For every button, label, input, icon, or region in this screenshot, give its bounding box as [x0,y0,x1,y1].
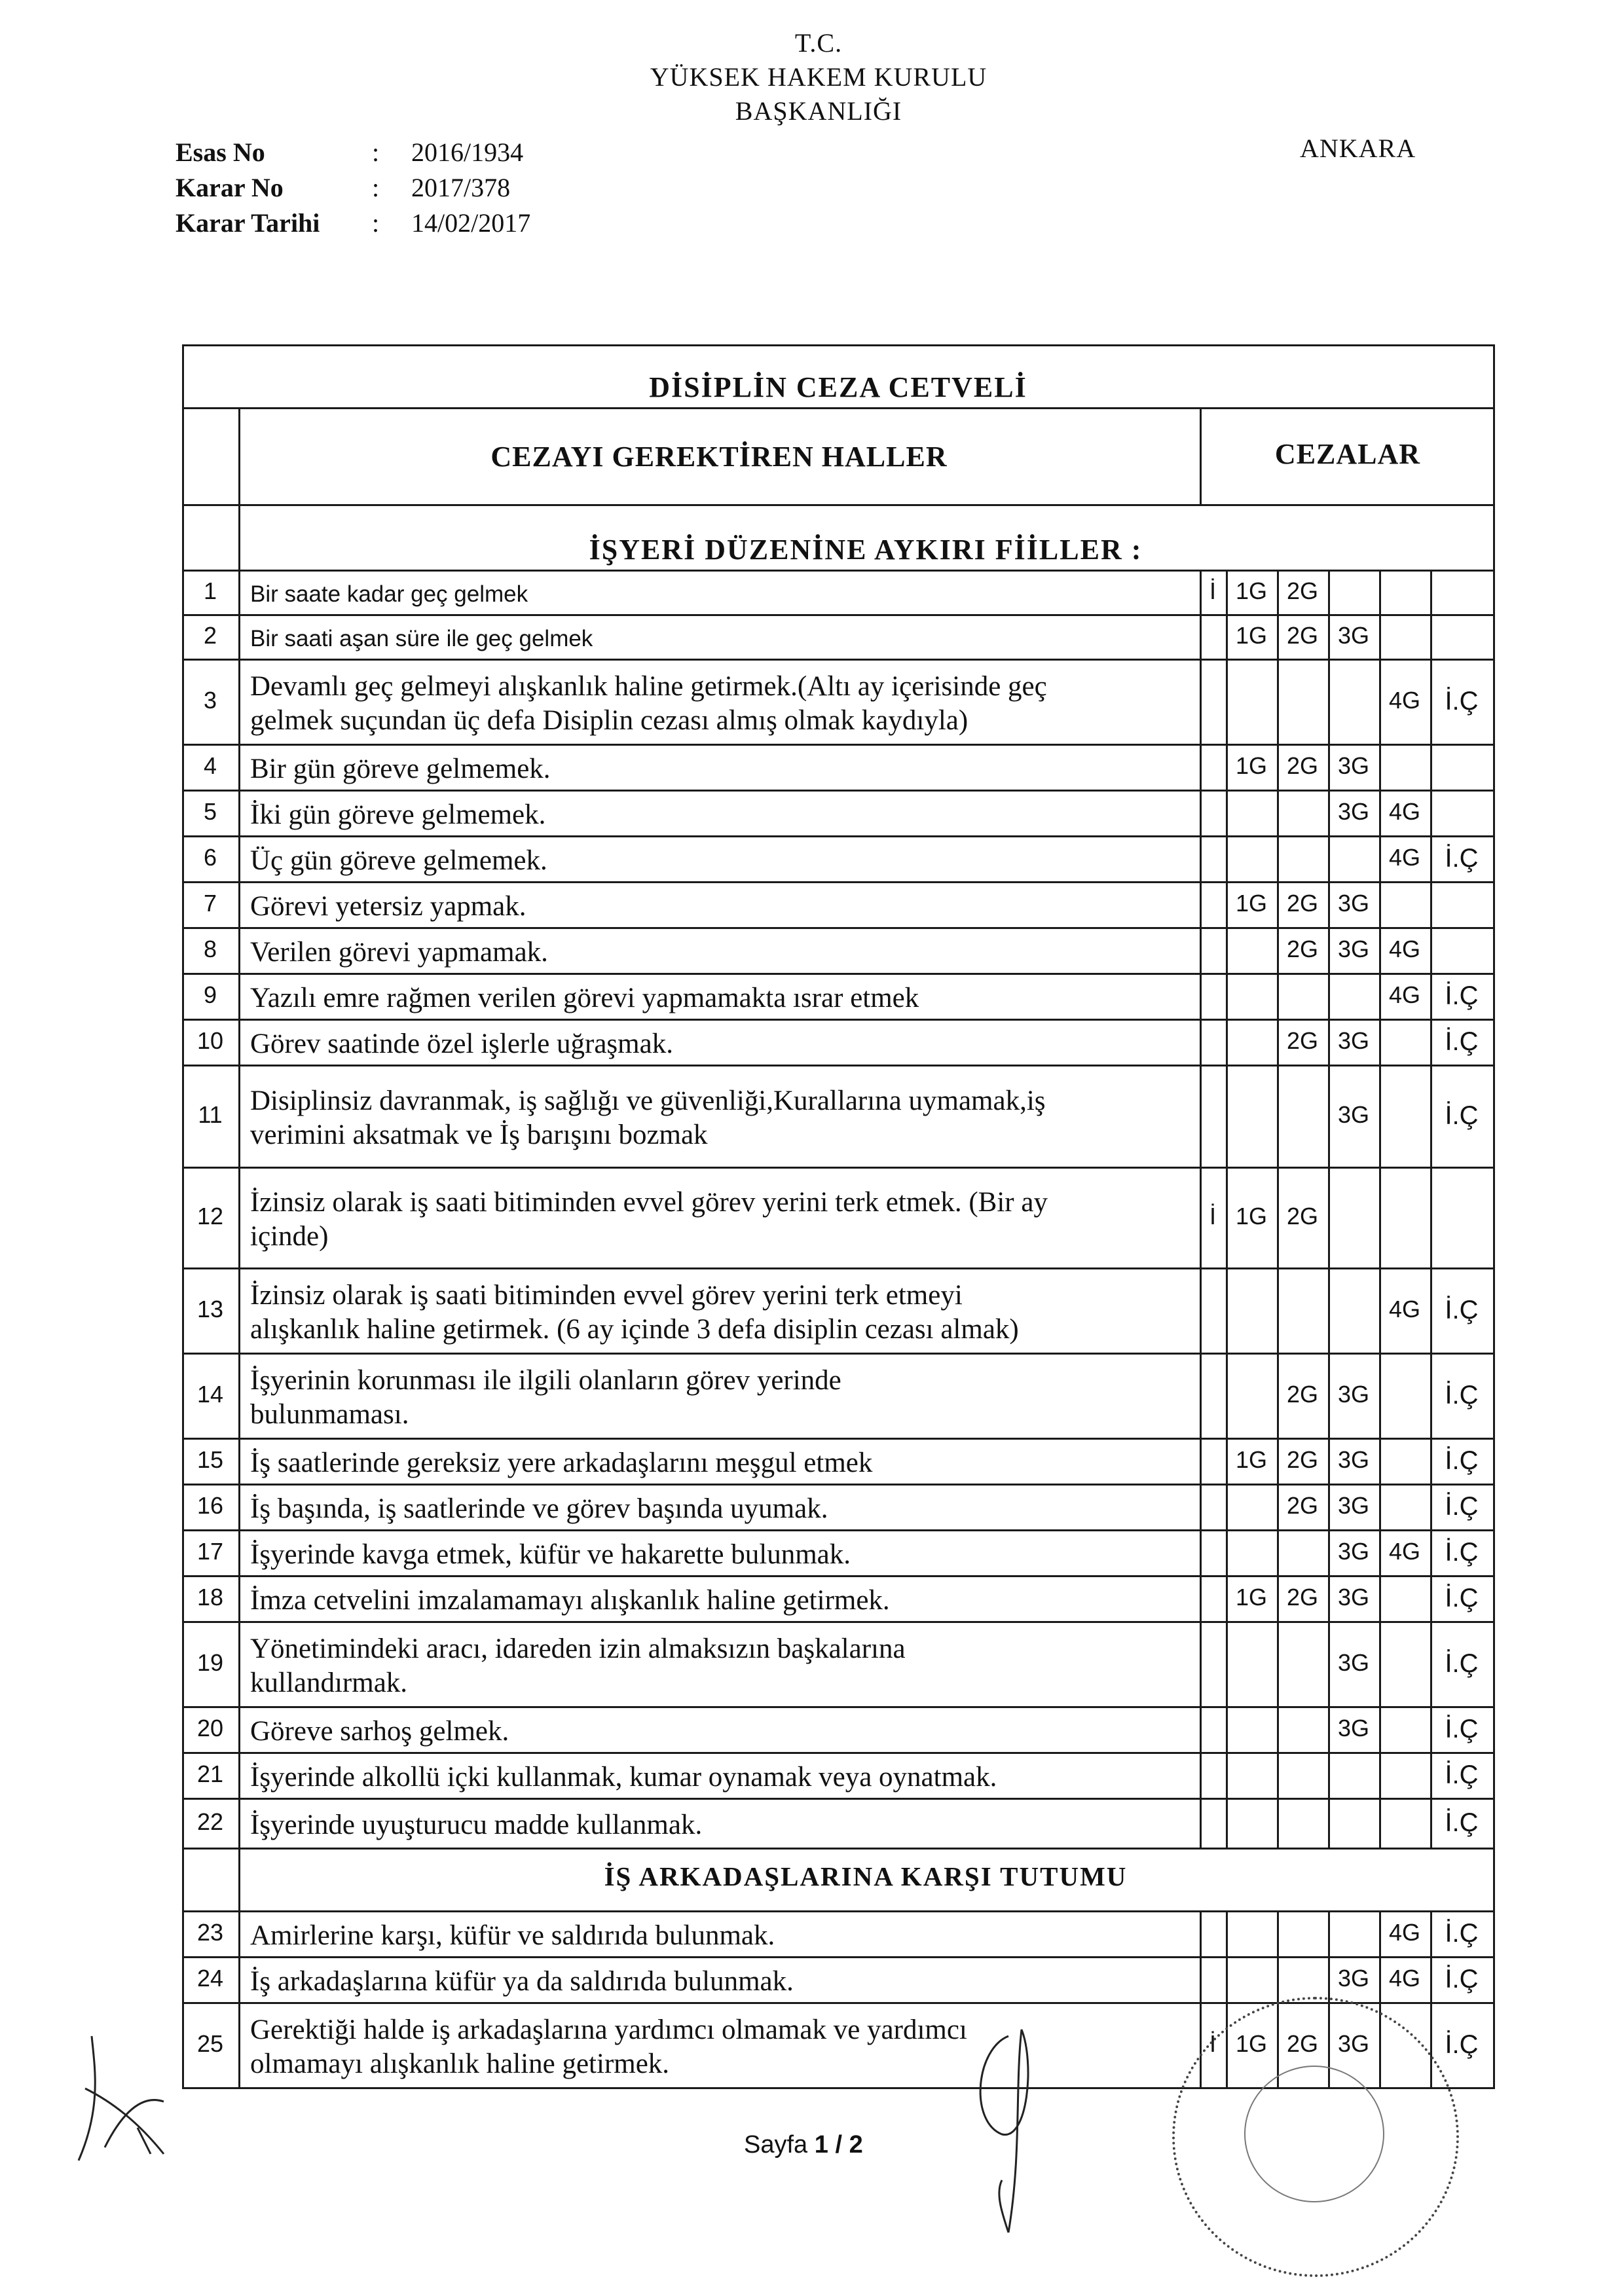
table-rule [182,1167,1493,1169]
signature-center [963,2023,1061,2239]
penalty-col-rule [1200,1484,1202,1529]
page-current: 1 [814,2131,828,2159]
row-description-cont: alışkanlık haline getirmek. (6 ay içinde 3 defa disiplin cezası almak) [250,1314,1019,1345]
penalty-col-rule [1200,1798,1202,1848]
penalty-col-rule [1277,973,1279,1019]
tarih-label: Karar Tarihi [175,208,320,238]
table-rule [182,407,1493,409]
page-indicator [744,2131,863,2159]
penalty-col-rule [1430,570,1432,614]
table-rule [182,1484,1493,1485]
table-rule [182,744,1493,746]
penalty-col-rule [1379,570,1381,614]
penalty-col-rule [1493,1956,1495,2002]
table-rule [182,1848,1493,1850]
table-border-top [182,344,1493,346]
penalty-is-cikis: İ.Ç [1445,1715,1479,1743]
karar-value: 2017/378 [411,173,511,202]
page-separator: / [835,2131,842,2159]
penalty-col-rule [1493,1706,1495,1752]
row-description-cont: verimini aksatmak ve İş barışını bozmak [250,1120,708,1150]
penalty-2g: 2G [1286,752,1319,779]
penalty-3g: 3G [1337,1492,1370,1519]
penalty-col-rule [1493,881,1495,927]
row-number: 8 [203,936,217,962]
row-number: 14 [196,1381,224,1408]
row-number: 16 [196,1492,224,1519]
row-description-cont: bulunmaması. [250,1399,409,1430]
penalty-col-rule [1200,614,1202,659]
table-rule [182,1621,1493,1623]
row-number: 13 [196,1296,224,1322]
penalty-col-rule [1328,570,1330,614]
penalty-col-rule [1200,659,1202,744]
penalty-2g: 2G [1286,1584,1319,1611]
penalty-col-rule [1226,1910,1228,1956]
penalty-col-rule [1226,1706,1228,1752]
penalty-col-rule [1493,659,1495,744]
penalty-col-rule [1493,744,1495,790]
penalty-4g: 4G [1388,798,1421,825]
penalty-col-rule [1200,744,1202,790]
row-description: İşyerinde alkollü içki kullanmak, kumar oynamak veya oynatmak. [250,1762,997,1793]
penalty-col-rule [1226,927,1228,973]
colon: : [372,208,380,238]
penalty-col-rule [1200,1267,1202,1353]
row-number: 20 [196,1715,224,1741]
row-description: Bir gün göreve gelmemek. [250,754,551,784]
penalty-ihtar: İ [1209,577,1216,604]
esas-label: Esas No [175,137,265,167]
penalty-ihtar: İ [1209,2030,1216,2057]
penalty-col-rule [1200,1353,1202,1438]
penalty-3g: 3G [1337,1715,1370,1741]
penalty-4g: 4G [1388,981,1421,1008]
penalty-col-rule [1277,1621,1279,1706]
row-description-cont: gelmek suçundan üç defa Disiplin cezası almış olmak kaydıyla) [250,705,969,736]
penalty-col-rule [1379,744,1381,790]
table-rule [182,1706,1493,1708]
penalty-col-rule [1277,1798,1279,1848]
table-rule [182,835,1493,837]
row-description: Yönetimindeki aracı, idareden izin almaksızın başkalarına [250,1633,906,1664]
table-rule [182,659,1493,661]
colon: : [372,173,380,202]
penalty-is-cikis: İ.Ç [1445,1101,1479,1130]
penalty-is-cikis: İ.Ç [1445,1965,1479,1994]
row-description: Görevi yetersiz yapmak. [250,891,526,922]
header-institution: YÜKSEK HAKEM KURULU [650,62,987,92]
penalty-is-cikis: İ.Ç [1445,981,1479,1010]
table-rule [182,1798,1493,1800]
penalty-3g: 3G [1337,1446,1370,1473]
table-rule [182,973,1493,975]
row-description-cont: içinde) [250,1221,329,1252]
penalty-3g: 3G [1337,2030,1370,2057]
penalty-col-rule [1493,790,1495,835]
penalty-1g: 1G [1235,622,1268,649]
row-number: 23 [196,1919,224,1946]
penalty-col-rule [1200,790,1202,835]
row-number: 4 [203,752,217,779]
penalty-col-rule [1493,1484,1495,1529]
penalty-col-rule [1379,1621,1381,1706]
penalty-2g: 2G [1286,1203,1319,1230]
penalty-col-rule [1379,1353,1381,1438]
penalty-col-rule [1226,1484,1228,1529]
col-header-cezalar: CEZALAR [1274,438,1421,470]
row-description: Bir saati aşan süre ile geç gelmek [250,626,593,651]
section-is-arkadaslari: İŞ ARKADAŞLARINA KARŞI TUTUMU [604,1861,1128,1891]
penalty-is-cikis: İ.Ç [1445,1584,1479,1613]
penalty-col-rule [1430,614,1432,659]
penalty-2g: 2G [1286,890,1319,917]
penalty-3g: 3G [1337,1381,1370,1408]
penalty-col-rule [1200,973,1202,1019]
penalty-col-rule [1379,614,1381,659]
penalty-col-rule [1430,744,1432,790]
penalty-col-rule [1379,1019,1381,1065]
penalty-col-rule [1200,1438,1202,1484]
row-description-cont: kullandırmak. [250,1667,408,1698]
row-number: 25 [196,2030,224,2057]
table-rule [182,1019,1493,1021]
penalty-3g: 3G [1337,1965,1370,1992]
penalty-col-rule [1200,1956,1202,2002]
penalty-col-rule [1493,927,1495,973]
penalty-4g: 4G [1388,687,1421,714]
table-rule [182,570,1493,572]
row-number: 10 [196,1027,224,1054]
row-number: 18 [196,1584,224,1611]
penalty-col-rule [1328,1167,1330,1267]
penalty-2g: 2G [1286,622,1319,649]
penalty-col-rule [1493,1575,1495,1621]
penalty-is-cikis: İ.Ç [1445,687,1479,716]
table-rule [182,1956,1493,1958]
penalty-1g: 1G [1235,2030,1268,2057]
penalty-2g: 2G [1286,1446,1319,1473]
table-rule [182,1438,1493,1440]
table-title: DİSİPLİN CEZA CETVELİ [649,371,1027,403]
row-description: İşyerinde kavga etmek, küfür ve hakarette bulunmak. [250,1539,851,1570]
penalty-3g: 3G [1337,622,1370,649]
row-description: Bir saate kadar geç gelmek [250,581,528,607]
penalty-is-cikis: İ.Ç [1445,1296,1479,1324]
penalty-is-cikis: İ.Ç [1445,1649,1479,1678]
penalty-4g: 4G [1388,1965,1421,1992]
row-description: İş başında, iş saatlerinde ve görev başında uyumak. [250,1493,828,1524]
row-number: 12 [196,1203,224,1230]
penalty-col-rule [1493,973,1495,1019]
penalty-4g: 4G [1388,1919,1421,1946]
penalty-col-rule [1379,1798,1381,1848]
penalty-col-rule [1493,1267,1495,1353]
row-description: Görev saatinde özel işlerle uğraşmak. [250,1029,673,1059]
penalty-col-rule [1277,659,1279,744]
row-description: Amirlerine karşı, küfür ve saldırıda bulunmak. [250,1920,775,1951]
penalty-4g: 4G [1388,844,1421,871]
header-presidency: BAŞKANLIĞI [735,96,902,126]
penalty-col-rule [1379,1167,1381,1267]
penalty-col-rule [1328,1910,1330,1956]
penalty-is-cikis: İ.Ç [1445,844,1479,873]
penalty-3g: 3G [1337,1584,1370,1611]
penalty-col-rule [1200,881,1202,927]
row-number: 2 [203,622,217,649]
penalty-is-cikis: İ.Ç [1445,1492,1479,1521]
penalty-3g: 3G [1337,890,1370,917]
penalty-col-rule [1430,927,1432,973]
row-description: Disiplinsiz davranmak, iş sağlığı ve güvenliği,Kurallarına uymamak,iş [250,1085,1046,1116]
col-header-haller: CEZAYI GEREKTİREN HALLER [490,441,948,473]
table-rule [182,790,1493,792]
penalty-2g: 2G [1286,1027,1319,1054]
row-description: Devamlı geç gelmeyi alışkanlık haline getirmek.(Altı ay içerisinde geç [250,671,1047,702]
table-rule [182,614,1493,616]
row-description: İzinsiz olarak iş saati bitiminden evvel görev yerini terk etmek. (Bir ay [250,1187,1048,1218]
penalty-3g: 3G [1337,1027,1370,1054]
penalty-col-rule [1493,1752,1495,1798]
penalty-4g: 4G [1388,1296,1421,1322]
penalty-col-rule [1226,1019,1228,1065]
penalty-col-rule [1200,1529,1202,1575]
penalty-is-cikis: İ.Ç [1445,1446,1479,1475]
penalty-col-rule [1277,790,1279,835]
esas-value: 2016/1934 [411,137,524,167]
penalty-col-rule [1226,1752,1228,1798]
page-total: 2 [849,2131,863,2159]
penalty-col-rule [1226,835,1228,881]
penalty-col-rule [1200,1621,1202,1706]
penalty-4g: 4G [1388,936,1421,962]
row-description-cont: olmamayı alışkanlık haline getirmek. [250,2049,670,2079]
penalty-is-cikis: İ.Ç [1445,1538,1479,1567]
penalty-col-rule [1493,1438,1495,1484]
penalty-col-rule [1277,1706,1279,1752]
penalty-is-cikis: İ.Ç [1445,2030,1479,2059]
penalty-col-rule [1493,1065,1495,1167]
penalty-4g: 4G [1388,1538,1421,1565]
penalty-col-rule [1200,1910,1202,1956]
row-description: İşyerinin korunması ile ilgili olanların görev yerinde [250,1365,841,1396]
penalty-1g: 1G [1235,752,1268,779]
penalty-col-rule [1379,1438,1381,1484]
penalty-col-rule [1277,1267,1279,1353]
table-rule [182,1910,1493,1912]
penalty-col-rule [1226,1621,1228,1706]
penalty-col-rule [1430,1167,1432,1267]
penalty-col-rule [1493,1910,1495,1956]
penalty-col-rule [1277,1752,1279,1798]
penalty-col-rule [1328,1267,1330,1353]
penalty-2g: 2G [1286,2030,1319,2057]
section-isyeri-duzeni: İŞYERİ DÜZENİNE AYKIRI FİİLLER : [589,534,1143,566]
row-number: 5 [203,798,217,825]
table-rule [182,1065,1493,1066]
penalty-3g: 3G [1337,1101,1370,1128]
penalty-col-rule [1493,1019,1495,1065]
penalty-col-rule [1328,835,1330,881]
karar-label: Karar No [175,173,284,202]
penalty-col-rule [1328,1752,1330,1798]
penalty-col-rule [1277,1529,1279,1575]
row-description: Gerektiği halde iş arkadaşlarına yardımcı olmamak ve yardımcı [250,2014,967,2045]
penalty-col-rule [1226,1798,1228,1848]
penalty-col-rule [1226,1065,1228,1167]
penalty-col-rule [1430,881,1432,927]
row-description: Üç gün göreve gelmemek. [250,845,547,876]
penalty-3g: 3G [1337,1538,1370,1565]
penalty-3g: 3G [1337,798,1370,825]
penalty-col-rule [1200,1706,1202,1752]
penalty-col-rule [1493,1798,1495,1848]
header-city: ANKARA [1300,134,1416,163]
penalty-col-rule [1200,927,1202,973]
row-number: 15 [196,1446,224,1473]
penalty-col-rule [1277,835,1279,881]
table-rule [182,927,1493,929]
table-col-header-divider [1200,407,1202,504]
row-description: Verilen görevi yapmamak. [250,937,548,968]
row-description: İmza cetvelini imzalamamayı alışkanlık haline getirmek. [250,1585,890,1616]
penalty-3g: 3G [1337,1649,1370,1676]
penalty-col-rule [1493,1353,1495,1438]
row-number: 9 [203,981,217,1008]
row-number: 19 [196,1649,224,1676]
penalty-is-cikis: İ.Ç [1445,1919,1479,1948]
row-description: Yazılı emre rağmen verilen görevi yapmamakta ısrar etmek [250,983,919,1013]
penalty-col-rule [1328,973,1330,1019]
page-label: Sayfa [744,2131,808,2159]
penalty-col-rule [1200,1752,1202,1798]
table-rule [182,1529,1493,1531]
penalty-col-rule [1379,1065,1381,1167]
penalty-col-rule [1493,2002,1495,2087]
penalty-col-rule [1200,835,1202,881]
penalty-2g: 2G [1286,577,1319,604]
colon: : [372,137,380,167]
row-description: İzinsiz olarak iş saati bitiminden evvel görev yerini terk etmeyi [250,1280,963,1311]
penalty-col-rule [1226,659,1228,744]
signature-left [65,2030,177,2174]
penalty-col-rule [1200,1575,1202,1621]
penalty-col-rule [1277,1956,1279,2002]
table-rule [182,1353,1493,1355]
penalty-col-rule [1328,1798,1330,1848]
tarih-value: 14/02/2017 [411,208,531,238]
row-description: İş saatlerinde gereksiz yere arkadaşlarını meşgul etmek [250,1448,873,1478]
row-number: 6 [203,844,217,871]
penalty-col-rule [1200,1019,1202,1065]
penalty-col-rule [1226,790,1228,835]
penalty-3g: 3G [1337,752,1370,779]
penalty-col-rule [1226,973,1228,1019]
row-description: İki gün göreve gelmemek. [250,799,546,830]
table-rule [182,504,1493,506]
penalty-col-rule [1226,1353,1228,1438]
row-number: 24 [196,1965,224,1992]
row-number: 7 [203,890,217,917]
official-stamp-inner [1244,2066,1384,2202]
table-rule [182,1752,1493,1754]
penalty-col-rule [1493,1529,1495,1575]
penalty-col-rule [1328,659,1330,744]
header-tc: T.C. [794,28,843,58]
penalty-col-rule [1226,1267,1228,1353]
table-rule [182,1575,1493,1577]
penalty-col-rule [1493,1621,1495,1706]
penalty-col-rule [1493,614,1495,659]
penalty-col-rule [1493,570,1495,614]
row-number: 22 [196,1808,224,1835]
penalty-2g: 2G [1286,1492,1319,1519]
penalty-col-rule [1379,1706,1381,1752]
penalty-3g: 3G [1337,936,1370,962]
penalty-1g: 1G [1235,1584,1268,1611]
penalty-is-cikis: İ.Ç [1445,1027,1479,1056]
penalty-col-rule [1277,1065,1279,1167]
penalty-col-rule [1493,1167,1495,1267]
penalty-col-rule [1379,1752,1381,1798]
penalty-is-cikis: İ.Ç [1445,1760,1479,1789]
table-rule [182,881,1493,883]
penalty-col-rule [1226,1529,1228,1575]
penalty-col-rule [1493,835,1495,881]
penalty-1g: 1G [1235,577,1268,604]
penalty-1g: 1G [1235,1203,1268,1230]
penalty-col-rule [1226,1956,1228,2002]
row-description: Göreve sarhoş gelmek. [250,1716,509,1747]
penalty-is-cikis: İ.Ç [1445,1381,1479,1410]
table-rule [182,1267,1493,1269]
row-number: 1 [203,577,217,604]
penalty-col-rule [1430,790,1432,835]
penalty-col-rule [1379,1484,1381,1529]
penalty-col-rule [1379,881,1381,927]
row-number: 11 [198,1101,223,1128]
penalty-1g: 1G [1235,890,1268,917]
penalty-col-rule [1277,1910,1279,1956]
penalty-1g: 1G [1235,1446,1268,1473]
penalty-col-rule [1379,1575,1381,1621]
row-number: 21 [196,1760,224,1787]
row-number: 3 [203,687,217,714]
row-number: 17 [196,1538,224,1565]
row-description: İşyerinde uyuşturucu madde kullanmak. [250,1810,703,1840]
penalty-2g: 2G [1286,936,1319,962]
penalty-ihtar: İ [1209,1203,1216,1230]
penalty-col-rule [1200,1065,1202,1167]
penalty-2g: 2G [1286,1381,1319,1408]
penalty-is-cikis: İ.Ç [1445,1808,1479,1837]
row-description: İş arkadaşlarına küfür ya da saldırıda bulunmak. [250,1966,794,1997]
